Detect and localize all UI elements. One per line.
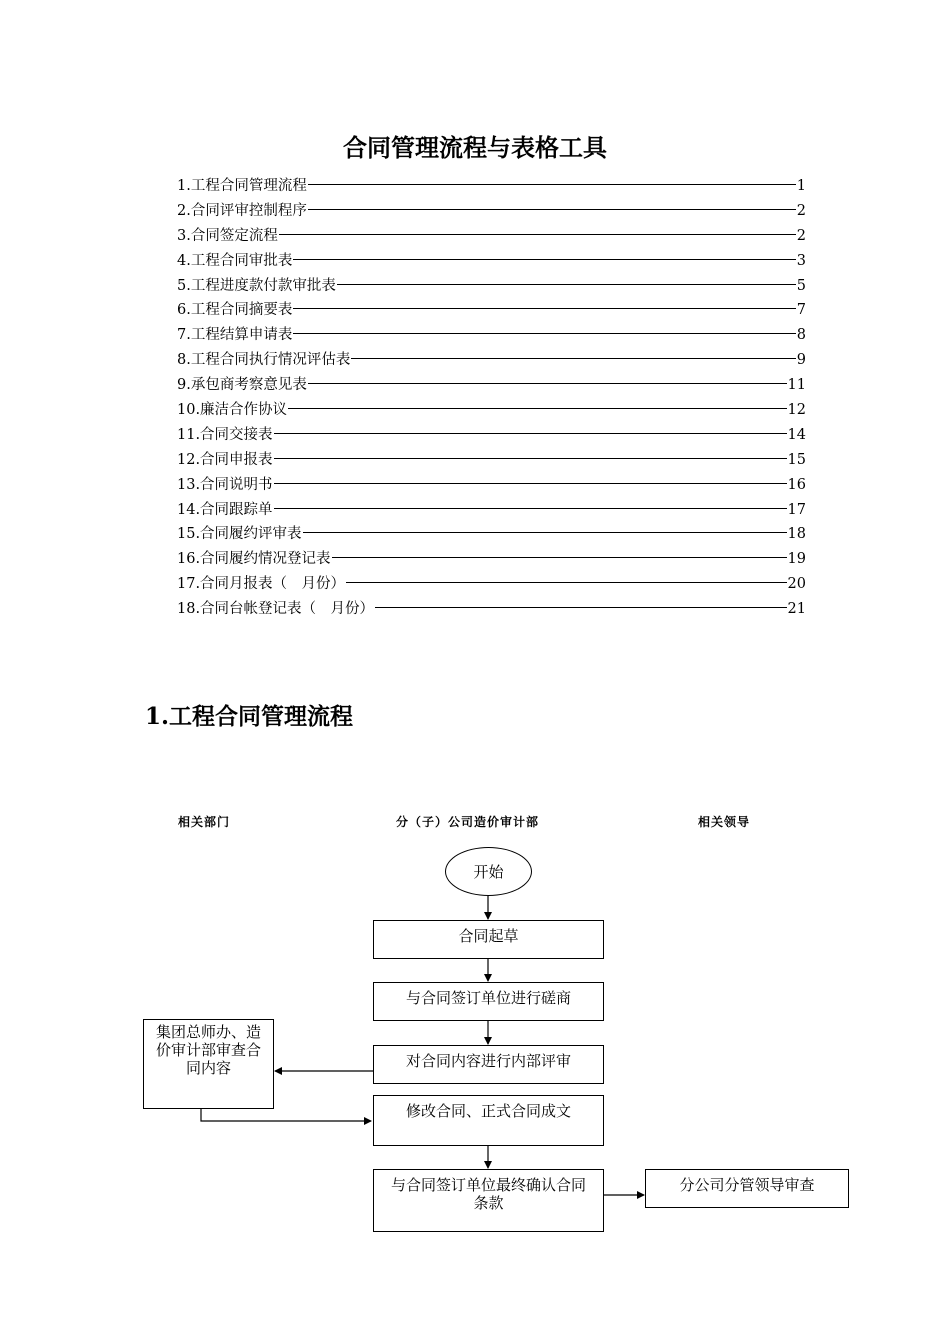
toc-entry-page: 14: [787, 426, 806, 443]
toc-entry-page: 5: [796, 277, 806, 294]
toc-entry-page: 1: [796, 178, 806, 194]
toc-entry-page: 8: [796, 327, 806, 344]
toc-entry-label: 13.合同说明书: [177, 476, 273, 493]
column-header-related-departments: 相关部门: [178, 815, 231, 829]
toc-entry-label: 14.合同跟踪单: [177, 501, 273, 518]
toc-entry-label: 11.合同交接表: [177, 426, 273, 443]
leader-review-box: 分公司分管领导审查: [645, 1169, 849, 1208]
toc-entry-page: 9: [796, 352, 806, 369]
toc-entry-label: 8.工程合同执行情况评估表: [177, 352, 351, 369]
internal-review-box: 对合同内容进行内部评审: [373, 1045, 604, 1084]
column-header-related-leaders: 相关领导: [698, 815, 751, 829]
toc-entry-page: 7: [796, 302, 806, 319]
start-node: 开始: [445, 847, 532, 896]
toc-entry-page: 2: [796, 227, 806, 244]
toc-entry-label: 17.合同月报表（ 月份）: [177, 576, 346, 593]
column-header-cost-audit-dept: 分（子）公司造价审计部: [396, 815, 540, 829]
arrow-group-to-revise: [201, 1108, 371, 1121]
toc-entry-page: 19: [787, 551, 806, 568]
toc-entry-label: 18.合同台帐登记表（ 月份）: [177, 601, 375, 618]
toc-entry-page: 15: [787, 451, 806, 468]
toc-entry-page: 2: [796, 202, 806, 219]
toc-entry-label: 16.合同履约情况登记表: [177, 551, 331, 568]
toc-entry-page: 17: [787, 501, 806, 518]
toc-entry-page: 21: [787, 601, 806, 618]
document-title: 合同管理流程与表格工具: [343, 133, 607, 162]
toc-entry-page: 18: [787, 526, 806, 543]
toc-entry-label: 2.合同评审控制程序: [177, 202, 307, 219]
toc-entry-page: 12: [787, 402, 806, 419]
toc-entry-label: 5.工程进度款付款审批表: [177, 277, 336, 294]
toc-entry-label: 6.工程合同摘要表: [177, 302, 293, 319]
section-heading: 1.工程合同管理流程: [145, 703, 354, 730]
toc-entry-label: 10.廉洁合作协议: [177, 402, 288, 419]
toc-entry-page: 3: [796, 252, 806, 269]
confirm-box: 与合同签订单位最终确认合同条款: [373, 1169, 604, 1232]
group-review-box: 集团总师办、造价审计部审查合同内容: [143, 1019, 274, 1109]
revise-box: 修改合同、正式合同成文: [373, 1095, 604, 1146]
toc-entry-label: 12.合同申报表: [177, 451, 273, 468]
toc-entry-label: 3.合同签定流程: [177, 227, 278, 244]
toc-entry-label: 9.承包商考察意见表: [177, 377, 307, 394]
toc-entry-label: 1.工程合同管理流程: [177, 178, 307, 194]
toc-entry-label: 4.工程合同审批表: [177, 252, 293, 269]
negotiate-box: 与合同签订单位进行磋商: [373, 982, 604, 1021]
toc-entry-page: 20: [787, 576, 806, 593]
toc-entry-label: 15.合同履约评审表: [177, 526, 302, 543]
toc-entry-page: 16: [787, 476, 806, 493]
draft-box: 合同起草: [373, 920, 604, 959]
toc-entry-page: 11: [787, 377, 806, 394]
toc-entry-label: 7.工程结算申请表: [177, 327, 293, 344]
